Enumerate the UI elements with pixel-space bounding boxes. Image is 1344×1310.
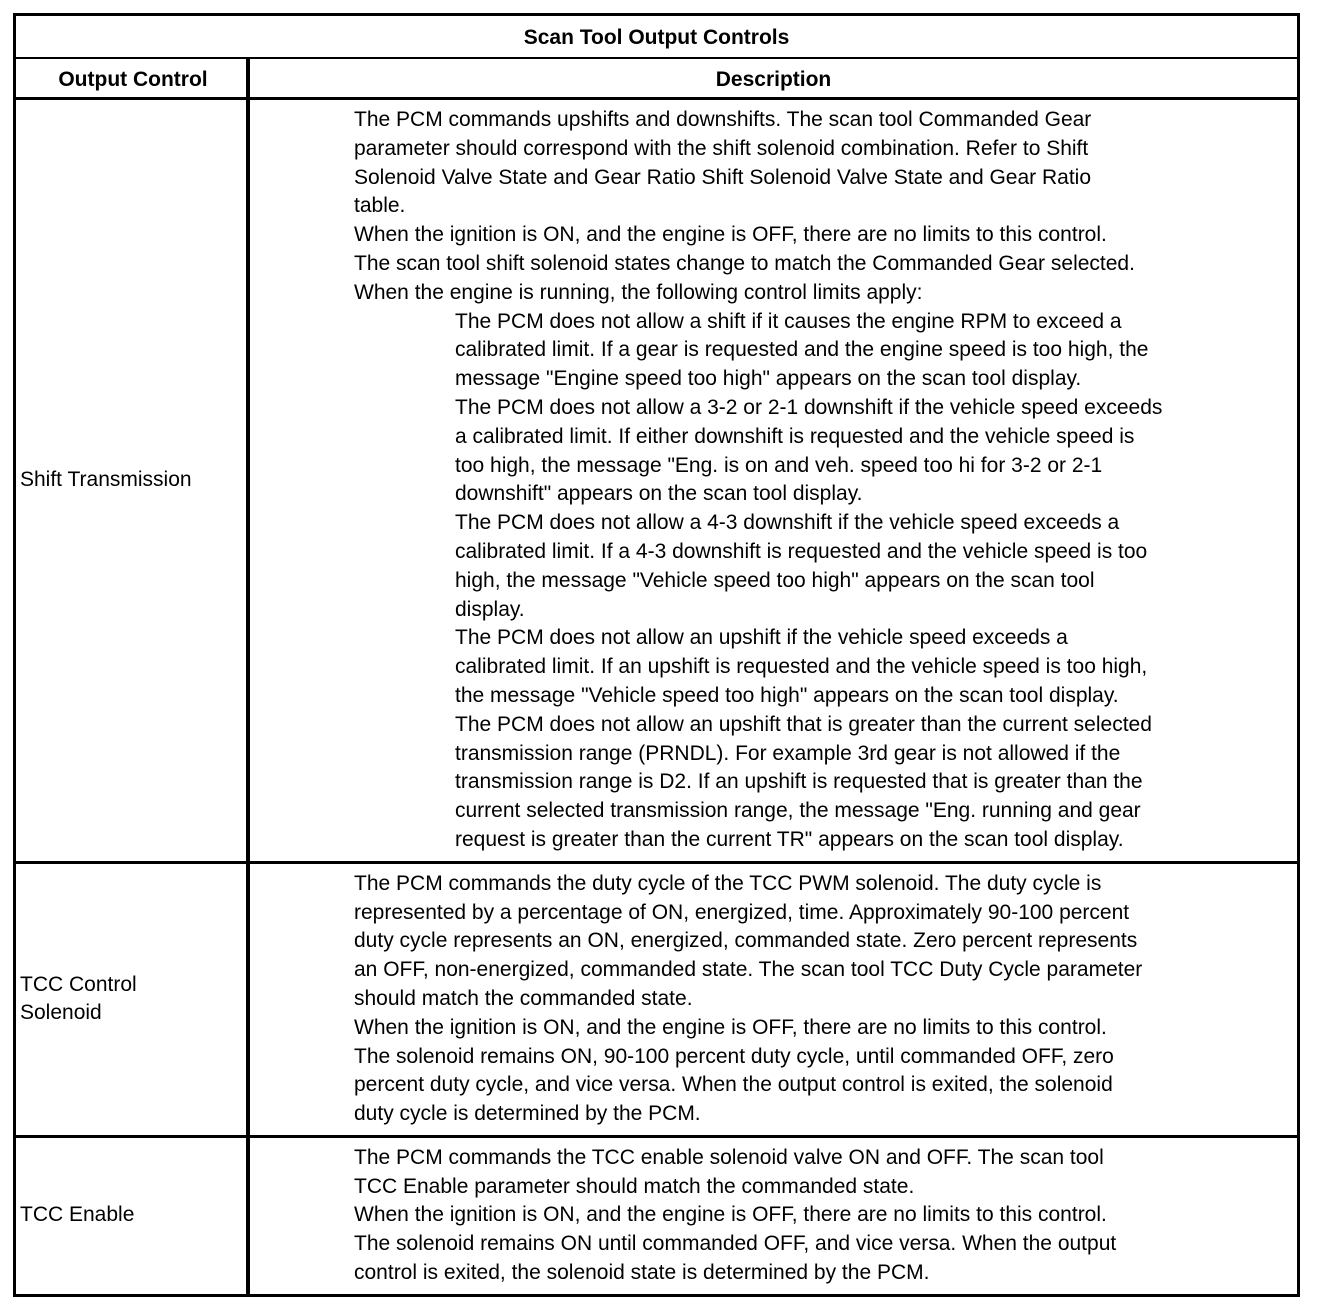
description-line: When the ignition is ON, and the engine is OFF, there are no limits to this control. <box>354 1203 1107 1227</box>
header-description: Description <box>715 68 832 91</box>
description-line: When the ignition is ON, and the engine is OFF, there are no limits to this control. <box>354 223 1107 247</box>
control-limit-line: current selected transmission range, the message "Eng. running and gear <box>455 799 1141 823</box>
control-limit-line: a calibrated limit. If either downshift is requested and the vehicle speed is <box>455 424 1135 448</box>
description-cell <box>250 1138 1297 1294</box>
description-line: When the ignition is ON, and the engine is OFF, there are no limits to this control. <box>354 1015 1107 1039</box>
description-line: parameter should correspond with the shift solenoid combination. Refer to Shift <box>354 136 1089 160</box>
table-row <box>16 864 1297 1138</box>
description-cell <box>250 864 1297 1135</box>
description-line: Solenoid Valve State and Gear Ratio Shift Solenoid Valve State and Gear Ratio <box>354 165 1092 189</box>
header-row <box>16 59 1297 100</box>
output-control-name: TCC Enable <box>20 1203 135 1227</box>
header-output-control: Output Control <box>16 59 250 97</box>
output-control-name: Solenoid <box>20 1001 102 1025</box>
description-line: represented by a percentage of ON, energized, time. Approximately 90-100 percent <box>354 900 1130 924</box>
table-row <box>16 1138 1297 1294</box>
control-limit-line: The PCM does not allow an upshift that is greater than the current selected <box>455 712 1152 736</box>
output-control-cell <box>16 1138 250 1294</box>
output-control-cell <box>16 864 250 1135</box>
description-line: percent duty cycle, and vice versa. When the output control is exited, the solenoid <box>354 1073 1113 1097</box>
description-line: The PCM commands the duty cycle of the TCC PWM solenoid. The duty cycle is <box>354 871 1102 895</box>
table-title: Scan Tool Output Controls <box>16 16 1297 59</box>
scan-tool-output-controls-table <box>13 13 1300 1297</box>
output-control-name: TCC Control <box>20 972 137 996</box>
control-limit-line: request is greater than the current TR" appears on the scan tool display. <box>455 827 1124 851</box>
control-limit-line: The PCM does not allow an upshift if the vehicle speed exceeds a <box>455 626 1068 650</box>
description-line: duty cycle is determined by the PCM. <box>354 1102 701 1126</box>
description-line: an OFF, non-energized, commanded state. The scan tool TCC Duty Cycle parameter <box>354 958 1143 982</box>
table-row <box>16 100 1297 864</box>
description-line: The solenoid remains ON, 90-100 percent duty cycle, until commanded OFF, zero <box>354 1044 1114 1068</box>
description-line: The solenoid remains ON until commanded OFF, and vice versa. When the output <box>354 1232 1117 1256</box>
control-limit-line: the message "Vehicle speed too high" appears on the scan tool display. <box>455 683 1119 707</box>
control-limit-line: transmission range is D2. If an upshift is requested that is greater than the <box>455 770 1143 794</box>
description-line: table. <box>354 194 406 218</box>
control-limit-line: calibrated limit. If an upshift is requested and the vehicle speed is too high, <box>455 655 1148 679</box>
control-limit-line: The PCM does not allow a shift if it causes the engine RPM to exceed a <box>455 309 1122 333</box>
control-limit-line: high, the message "Vehicle speed too high" appears on the scan tool <box>455 568 1095 592</box>
description-line: control is exited, the solenoid state is determined by the PCM. <box>354 1261 930 1285</box>
table-body <box>16 100 1297 1294</box>
control-limit-line: The PCM does not allow a 3-2 or 2-1 downshift if the vehicle speed exceeds <box>455 395 1163 419</box>
description-line: The PCM commands the TCC enable solenoid valve ON and OFF. The scan tool <box>354 1145 1104 1169</box>
control-limit-line: display. <box>455 597 525 621</box>
output-control-cell <box>16 100 250 861</box>
control-limit-line: calibrated limit. If a gear is requested and the engine speed is too high, the <box>455 338 1149 362</box>
description-line: should match the commanded state. <box>354 986 693 1010</box>
output-control-name: Shift Transmission <box>20 467 192 491</box>
control-limit-line: downshift" appears on the scan tool display. <box>455 482 863 506</box>
control-limit-line: The PCM does not allow a 4-3 downshift if the vehicle speed exceeds a <box>455 511 1120 535</box>
control-limit-line: transmission range (PRNDL). For example 3rd gear is not allowed if the <box>455 741 1121 765</box>
control-limit-line: too high, the message "Eng. is on and veh. speed too hi for 3-2 or 2-1 <box>455 453 1103 477</box>
description-line: TCC Enable parameter should match the commanded state. <box>354 1174 915 1198</box>
description-line: The scan tool shift solenoid states change to match the Commanded Gear selected. <box>354 251 1135 275</box>
description-line: The PCM commands upshifts and downshifts. The scan tool Commanded Gear <box>354 108 1092 131</box>
control-limit-line: calibrated limit. If a 4-3 downshift is requested and the vehicle speed is too <box>455 539 1148 563</box>
description-line: duty cycle represents an ON, energized, commanded state. Zero percent represents <box>354 929 1138 953</box>
description-line: When the engine is running, the following control limits apply: <box>354 280 923 304</box>
description-cell <box>250 100 1297 861</box>
control-limit-line: message "Engine speed too high" appears on the scan tool display. <box>455 367 1082 391</box>
